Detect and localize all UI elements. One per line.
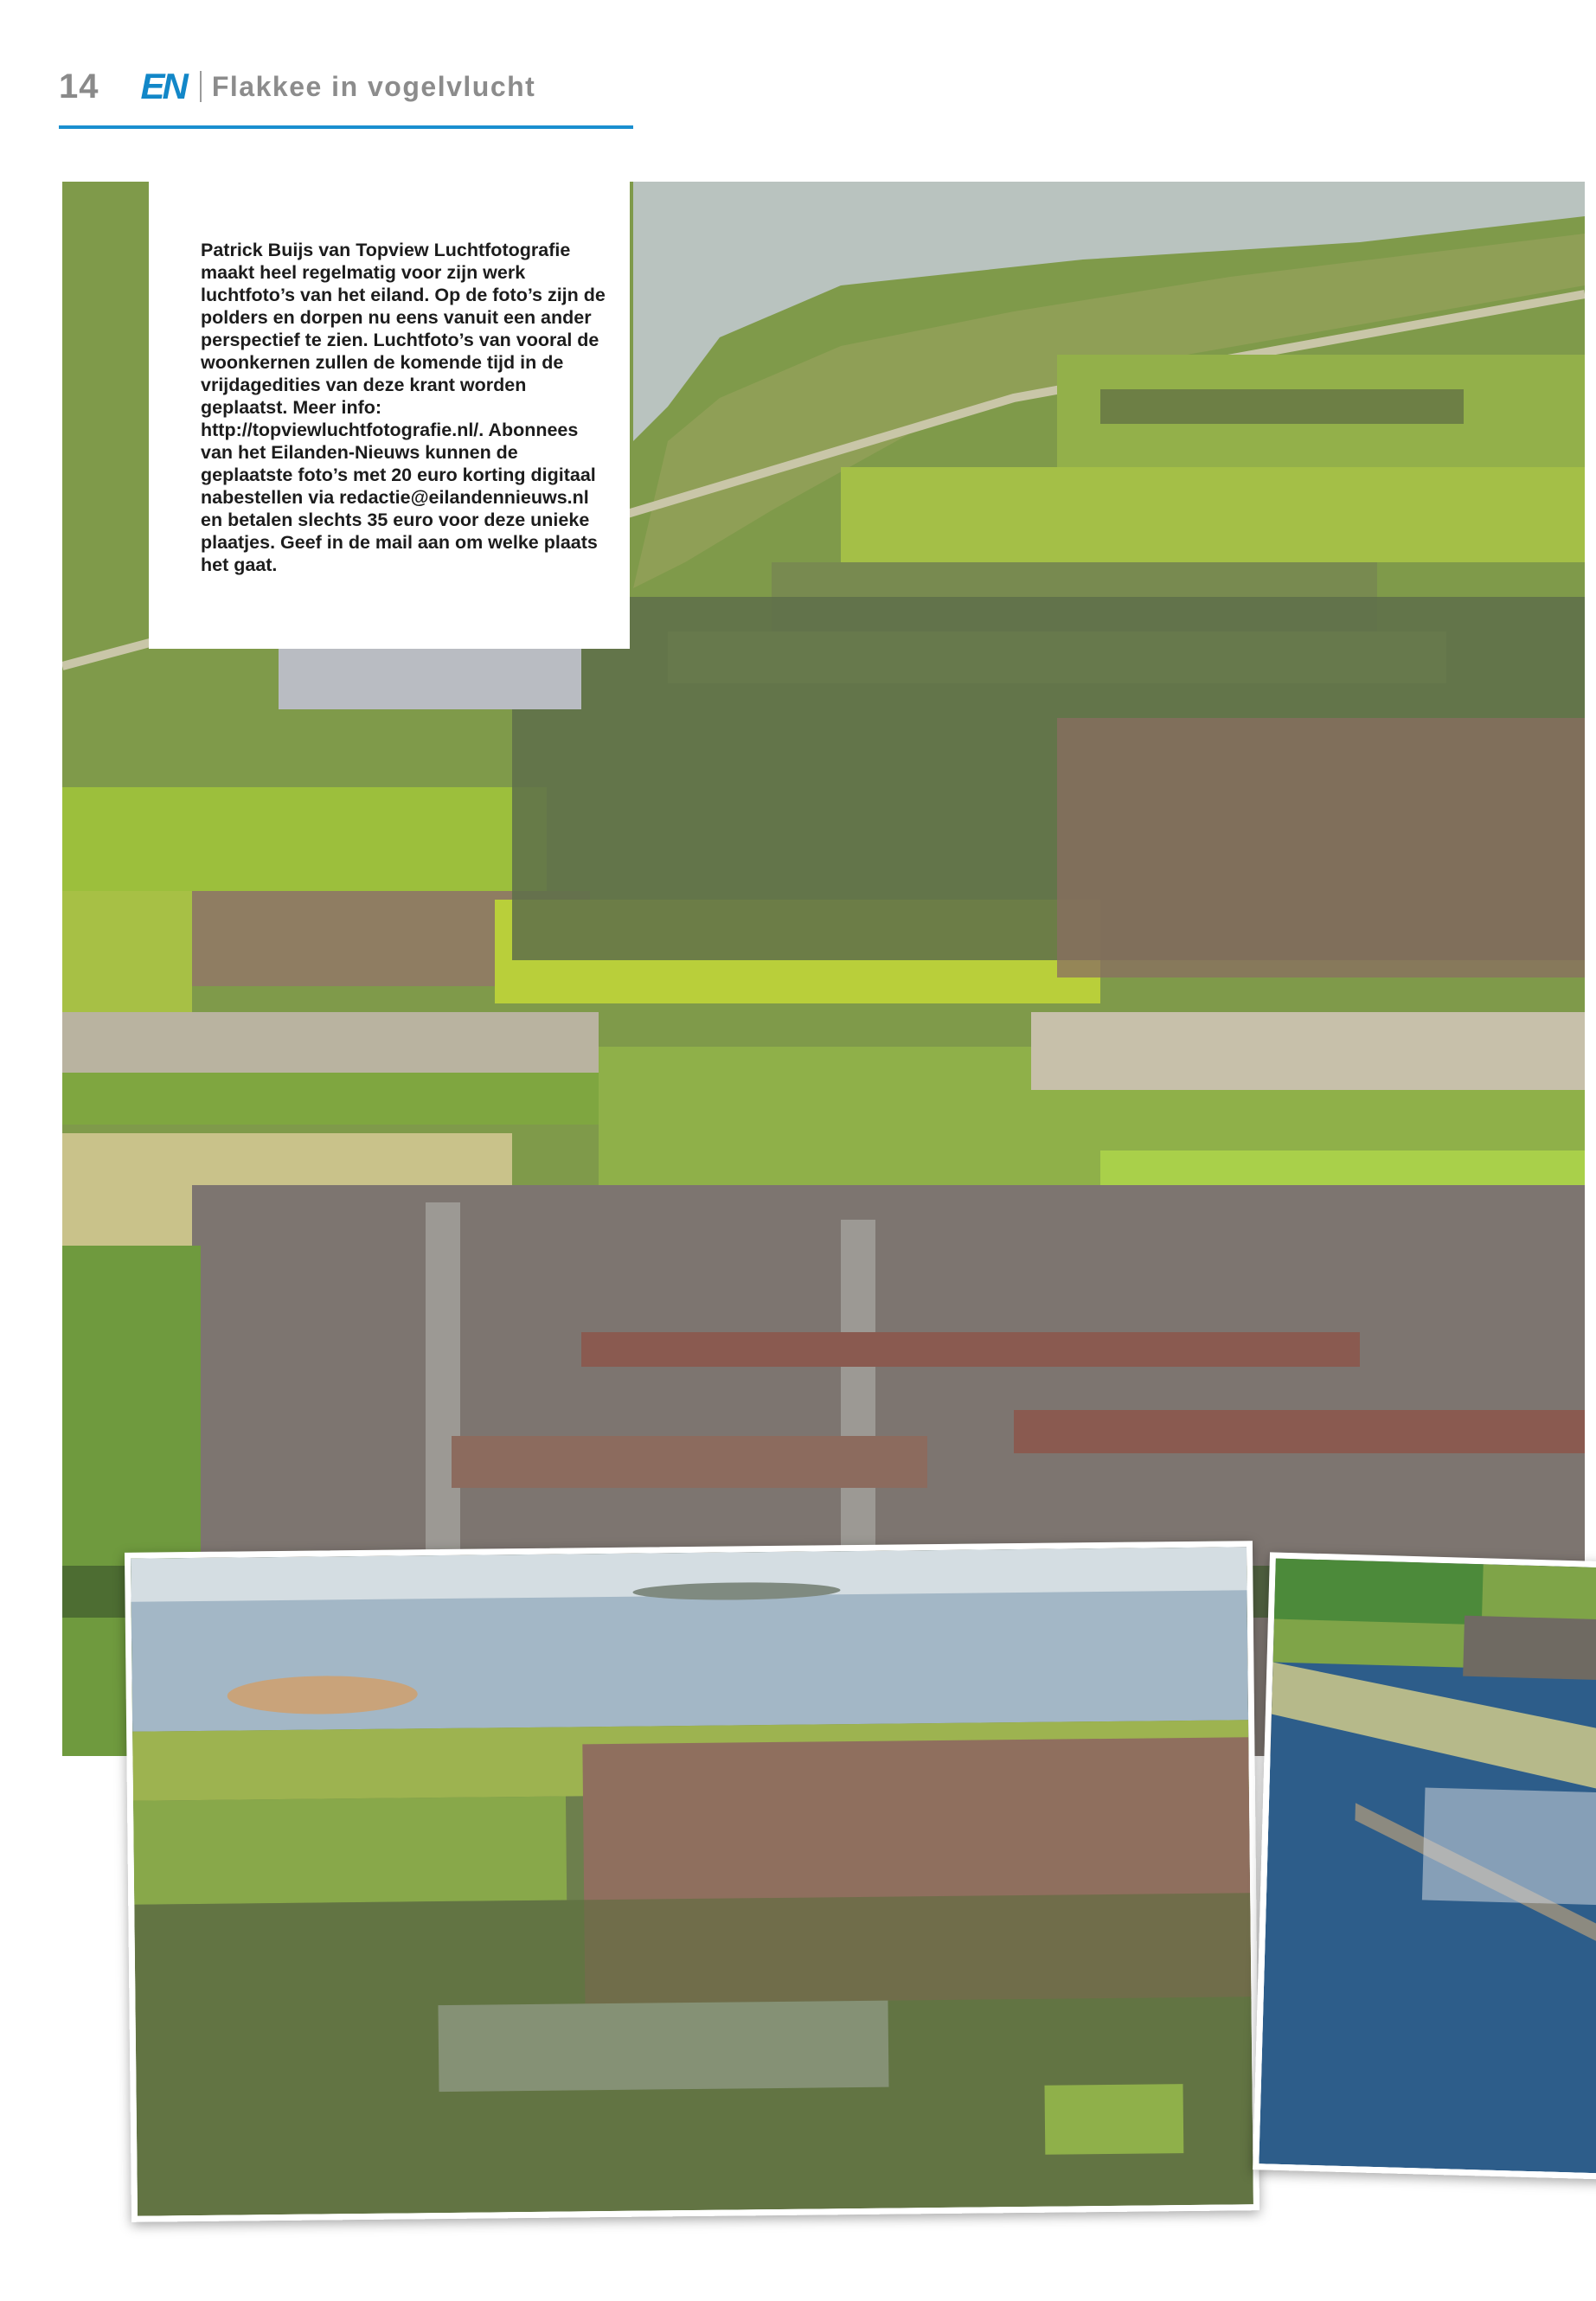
header-divider: [200, 71, 202, 102]
aerial-photo-coastal-town: [125, 1541, 1259, 2222]
photo-caption-text: Patrick Buijs van Topview Luchtfotografie maakt heel regelmatig voor zijn werk luchtfoto’s van het eiland. Op de foto’s zijn de polders en dorpen nu eens vanuit een ander perspectief te zien. Luchtfoto’s van vooral de woonkernen zullen de komende tijd in de vrijdagedities van deze krant worden geplaatst. Meer info: http://topviewluchtfotografie.nl/. Abonnees van het Eilanden-Nieuws kunnen de geplaatste foto’s met 20 euro korting digitaal nabestellen via redactie@eilandennieuws.nl en betalen slechts 35 euro voor deze unieke plaatjes. Geef in de mail aan om welke plaats het gaat.: [201, 240, 606, 575]
section-title: Flakkee in vogelvlucht: [211, 70, 536, 102]
photo-caption-box: [149, 182, 630, 649]
header-rule: [59, 125, 633, 129]
newspaper-logo: EN: [140, 66, 186, 106]
page-header: [59, 61, 535, 112]
page-number: 14: [59, 67, 99, 106]
aerial-photo-harbour: [1253, 1552, 1596, 2179]
